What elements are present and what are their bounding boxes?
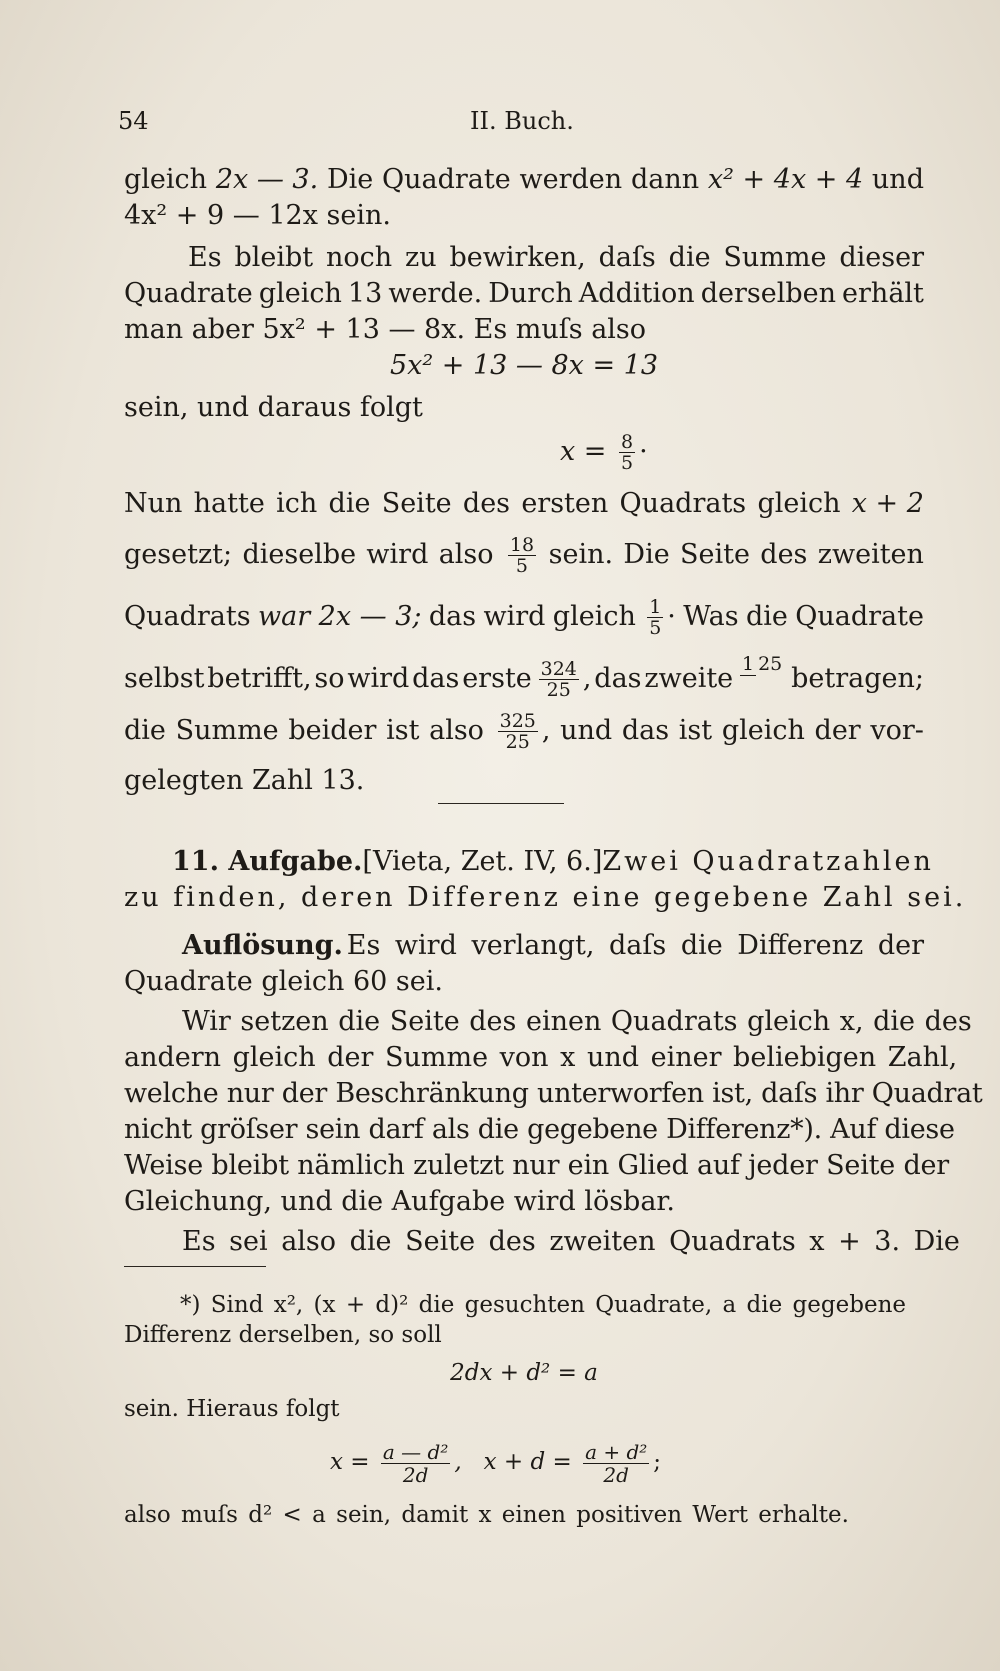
- text-line: Weise bleibt nämlich zuletzt nur ein Glied auf jeder Seite der: [124, 1150, 950, 1181]
- word: selbst: [124, 663, 205, 694]
- text-line: [188, 240, 924, 276]
- text-line: gelegten Zahl 13.: [124, 765, 365, 796]
- text-line: Quadrats war 2x — 3; das wird gleich $\frac{1}{5}$ · Was die Quadrate: [124, 592, 924, 642]
- page-number: 54: [118, 107, 149, 135]
- word: so: [314, 663, 345, 694]
- math-expression: , x + d =: [454, 1449, 572, 1475]
- word: wird: [347, 663, 410, 694]
- word: gesetzt;: [124, 539, 233, 570]
- running-title: II. Buch.: [470, 107, 574, 135]
- word: des: [462, 488, 511, 519]
- word: also: [438, 539, 494, 570]
- word: Nun: [124, 488, 183, 519]
- word: vor-: [870, 715, 924, 746]
- text-line: [124, 162, 924, 198]
- word: dieselbe: [242, 539, 357, 570]
- footnote-line: also muſs d² < a sein, damit x einen positiven Wert erhalte.: [124, 1502, 849, 1528]
- numerator: a — d²: [382, 1439, 449, 1464]
- fraction: [508, 535, 536, 576]
- math-expression: war 2x — 3;: [257, 601, 422, 632]
- fraction-phrase: [504, 530, 613, 580]
- numerator: 1: [741, 653, 755, 675]
- text-line: selbst betrifft, so wird das erste $\frac{324}{25}$ , das zweite 1 25 betragen;: [124, 654, 924, 704]
- word: daſs: [598, 242, 656, 273]
- word: werden: [519, 164, 623, 195]
- word: Quadrate: [382, 164, 511, 195]
- word: Quadrate: [124, 278, 253, 309]
- footnote-line: *) Sind x², (x + d)² die gesuchten Quadrate, a die gegebene: [180, 1292, 906, 1318]
- word: gleich: [552, 601, 636, 632]
- word: Addition: [578, 278, 695, 309]
- word-group: Es wird verlangt, daſs die Differenz der: [346, 930, 924, 961]
- word: werde.: [388, 278, 483, 309]
- word: Durch: [488, 278, 573, 309]
- word: Seite: [680, 539, 750, 570]
- word: hatte: [193, 488, 265, 519]
- denominator: 5: [515, 555, 528, 577]
- reference: [Vieta, Zet. IV, 6.]: [362, 846, 603, 877]
- text-line: andern gleich der Summe von x und einer beliebigen Zahl,: [124, 1042, 958, 1073]
- word: ersten: [521, 488, 609, 519]
- word: zu: [404, 242, 437, 273]
- word: ist: [386, 715, 420, 746]
- denominator: 25: [505, 731, 530, 753]
- word: Quadrats: [124, 601, 251, 632]
- fraction: [381, 1441, 450, 1486]
- word: wird: [366, 539, 429, 570]
- word: zweiten: [817, 539, 924, 570]
- word: Die: [326, 164, 374, 195]
- denominator: 25: [758, 653, 783, 675]
- math-expression: x =: [330, 1449, 370, 1475]
- footnote-line: sein. Hieraus folgt: [124, 1396, 340, 1422]
- word: Quadrate: [795, 601, 924, 632]
- word: des: [760, 539, 808, 570]
- denominator: 2d: [402, 1462, 429, 1487]
- word: sein.: [548, 539, 614, 570]
- fraction: [619, 432, 635, 473]
- word: zweite: [644, 663, 734, 694]
- fraction: [740, 654, 784, 704]
- word: Die: [623, 539, 670, 570]
- fraction: [539, 659, 579, 700]
- word: die: [668, 242, 711, 273]
- word: noch: [325, 242, 393, 273]
- word: betrifft,: [207, 663, 312, 694]
- text-line: Es sei also die Seite des zweiten Quadrats x + 3. Die: [182, 1226, 960, 1257]
- word: und: [871, 164, 924, 195]
- word: gleich: [124, 164, 208, 195]
- denominator: 2d: [603, 1462, 629, 1487]
- numerator: 8: [621, 431, 634, 453]
- word: erste: [462, 663, 532, 694]
- word: Seite: [381, 488, 452, 519]
- word: 13: [347, 278, 383, 309]
- word: gleich: [258, 278, 342, 309]
- word: das: [428, 601, 477, 632]
- solution-label: Auflösung.: [182, 930, 343, 961]
- equation: x = $\frac{8}{5}$ ·: [560, 431, 648, 474]
- footnote-equation: [330, 1434, 750, 1490]
- text-line: [182, 928, 924, 964]
- fraction: [583, 1441, 649, 1486]
- math-expression: x =: [560, 436, 607, 467]
- fraction: [647, 597, 663, 638]
- numerator: 1: [649, 596, 662, 618]
- numerator: 18: [509, 534, 535, 556]
- word: erhält: [842, 278, 924, 309]
- denominator: 25: [546, 679, 571, 701]
- text-line: man aber 5x² + 13 — 8x. Es muſs also: [124, 314, 647, 345]
- word: Quadrats: [619, 488, 747, 519]
- word: das: [412, 663, 460, 694]
- problem-title: zu finden, deren Differenz eine gegebene Zahl sei.: [124, 882, 967, 913]
- word: derselben: [700, 278, 836, 309]
- footnote-line: Differenz derselben, so soll: [124, 1322, 442, 1348]
- word: und: [560, 715, 613, 746]
- word: Es: [188, 242, 222, 273]
- text-line: [124, 486, 924, 522]
- word: wird: [483, 601, 546, 632]
- problem-title: Zwei Quadratzahlen: [602, 846, 934, 877]
- text-line: [124, 530, 924, 580]
- word: ist: [678, 715, 713, 746]
- punctuation: ;: [653, 1449, 662, 1475]
- word: ich: [276, 488, 318, 519]
- word: beider: [288, 715, 377, 746]
- problem-label: 11. Aufgabe.: [172, 846, 363, 877]
- text-line: 4x² + 9 — 12x sein.: [124, 200, 391, 231]
- word: bleibt: [234, 242, 314, 273]
- word: die: [124, 715, 166, 746]
- equation: 5x² + 13 — 8x = 13: [389, 350, 659, 381]
- word: also: [429, 715, 484, 746]
- numerator: 324: [540, 658, 577, 680]
- math-expression: 2x — 3.: [215, 164, 319, 195]
- word: Summe: [723, 242, 827, 273]
- footnote-equation: 2dx + d² = a: [450, 1360, 598, 1386]
- word: gleich: [757, 488, 841, 519]
- text-line: welche nur der Beschränkung unterworfen ist, daſs ihr Quadrat: [124, 1078, 983, 1109]
- text-line: sein, und daraus folgt: [124, 392, 423, 423]
- numerator: 325: [499, 710, 536, 732]
- word: dann: [630, 164, 700, 195]
- text-line: Quadrate gleich 60 sei.: [124, 966, 443, 997]
- word: das: [594, 663, 642, 694]
- word: betragen;: [791, 663, 924, 694]
- word: gleich: [721, 715, 805, 746]
- word: das: [621, 715, 670, 746]
- word: dieser: [839, 242, 924, 273]
- math-expression: x + 2: [851, 488, 924, 519]
- footnote-divider: [124, 1266, 266, 1267]
- problem-heading: [172, 844, 934, 880]
- word: Summe: [175, 715, 279, 746]
- math-expression: x² + 4x + 4: [707, 164, 864, 195]
- word: die: [745, 601, 788, 632]
- text-line: Gleichung, und die Aufgabe wird lösbar.: [124, 1186, 675, 1217]
- text-line: Wir setzen die Seite des einen Quadrats gleich x, die des: [182, 1006, 972, 1037]
- section-divider: [438, 803, 564, 804]
- word: der: [814, 715, 861, 746]
- text-line: [124, 276, 924, 312]
- word: bewirken,: [449, 242, 586, 273]
- word: die: [328, 488, 371, 519]
- text-line: die Summe beider ist also $\frac{325}{25}$ , und das ist gleich der vor-: [124, 706, 924, 756]
- numerator: a + d²: [585, 1439, 648, 1464]
- denominator: 5: [649, 617, 662, 639]
- word: Was: [683, 601, 739, 632]
- denominator: 5: [621, 452, 634, 474]
- text-line: nicht gröſser sein darf als die gegebene Differenz*). Auf diese: [124, 1114, 955, 1145]
- fraction: [498, 711, 538, 752]
